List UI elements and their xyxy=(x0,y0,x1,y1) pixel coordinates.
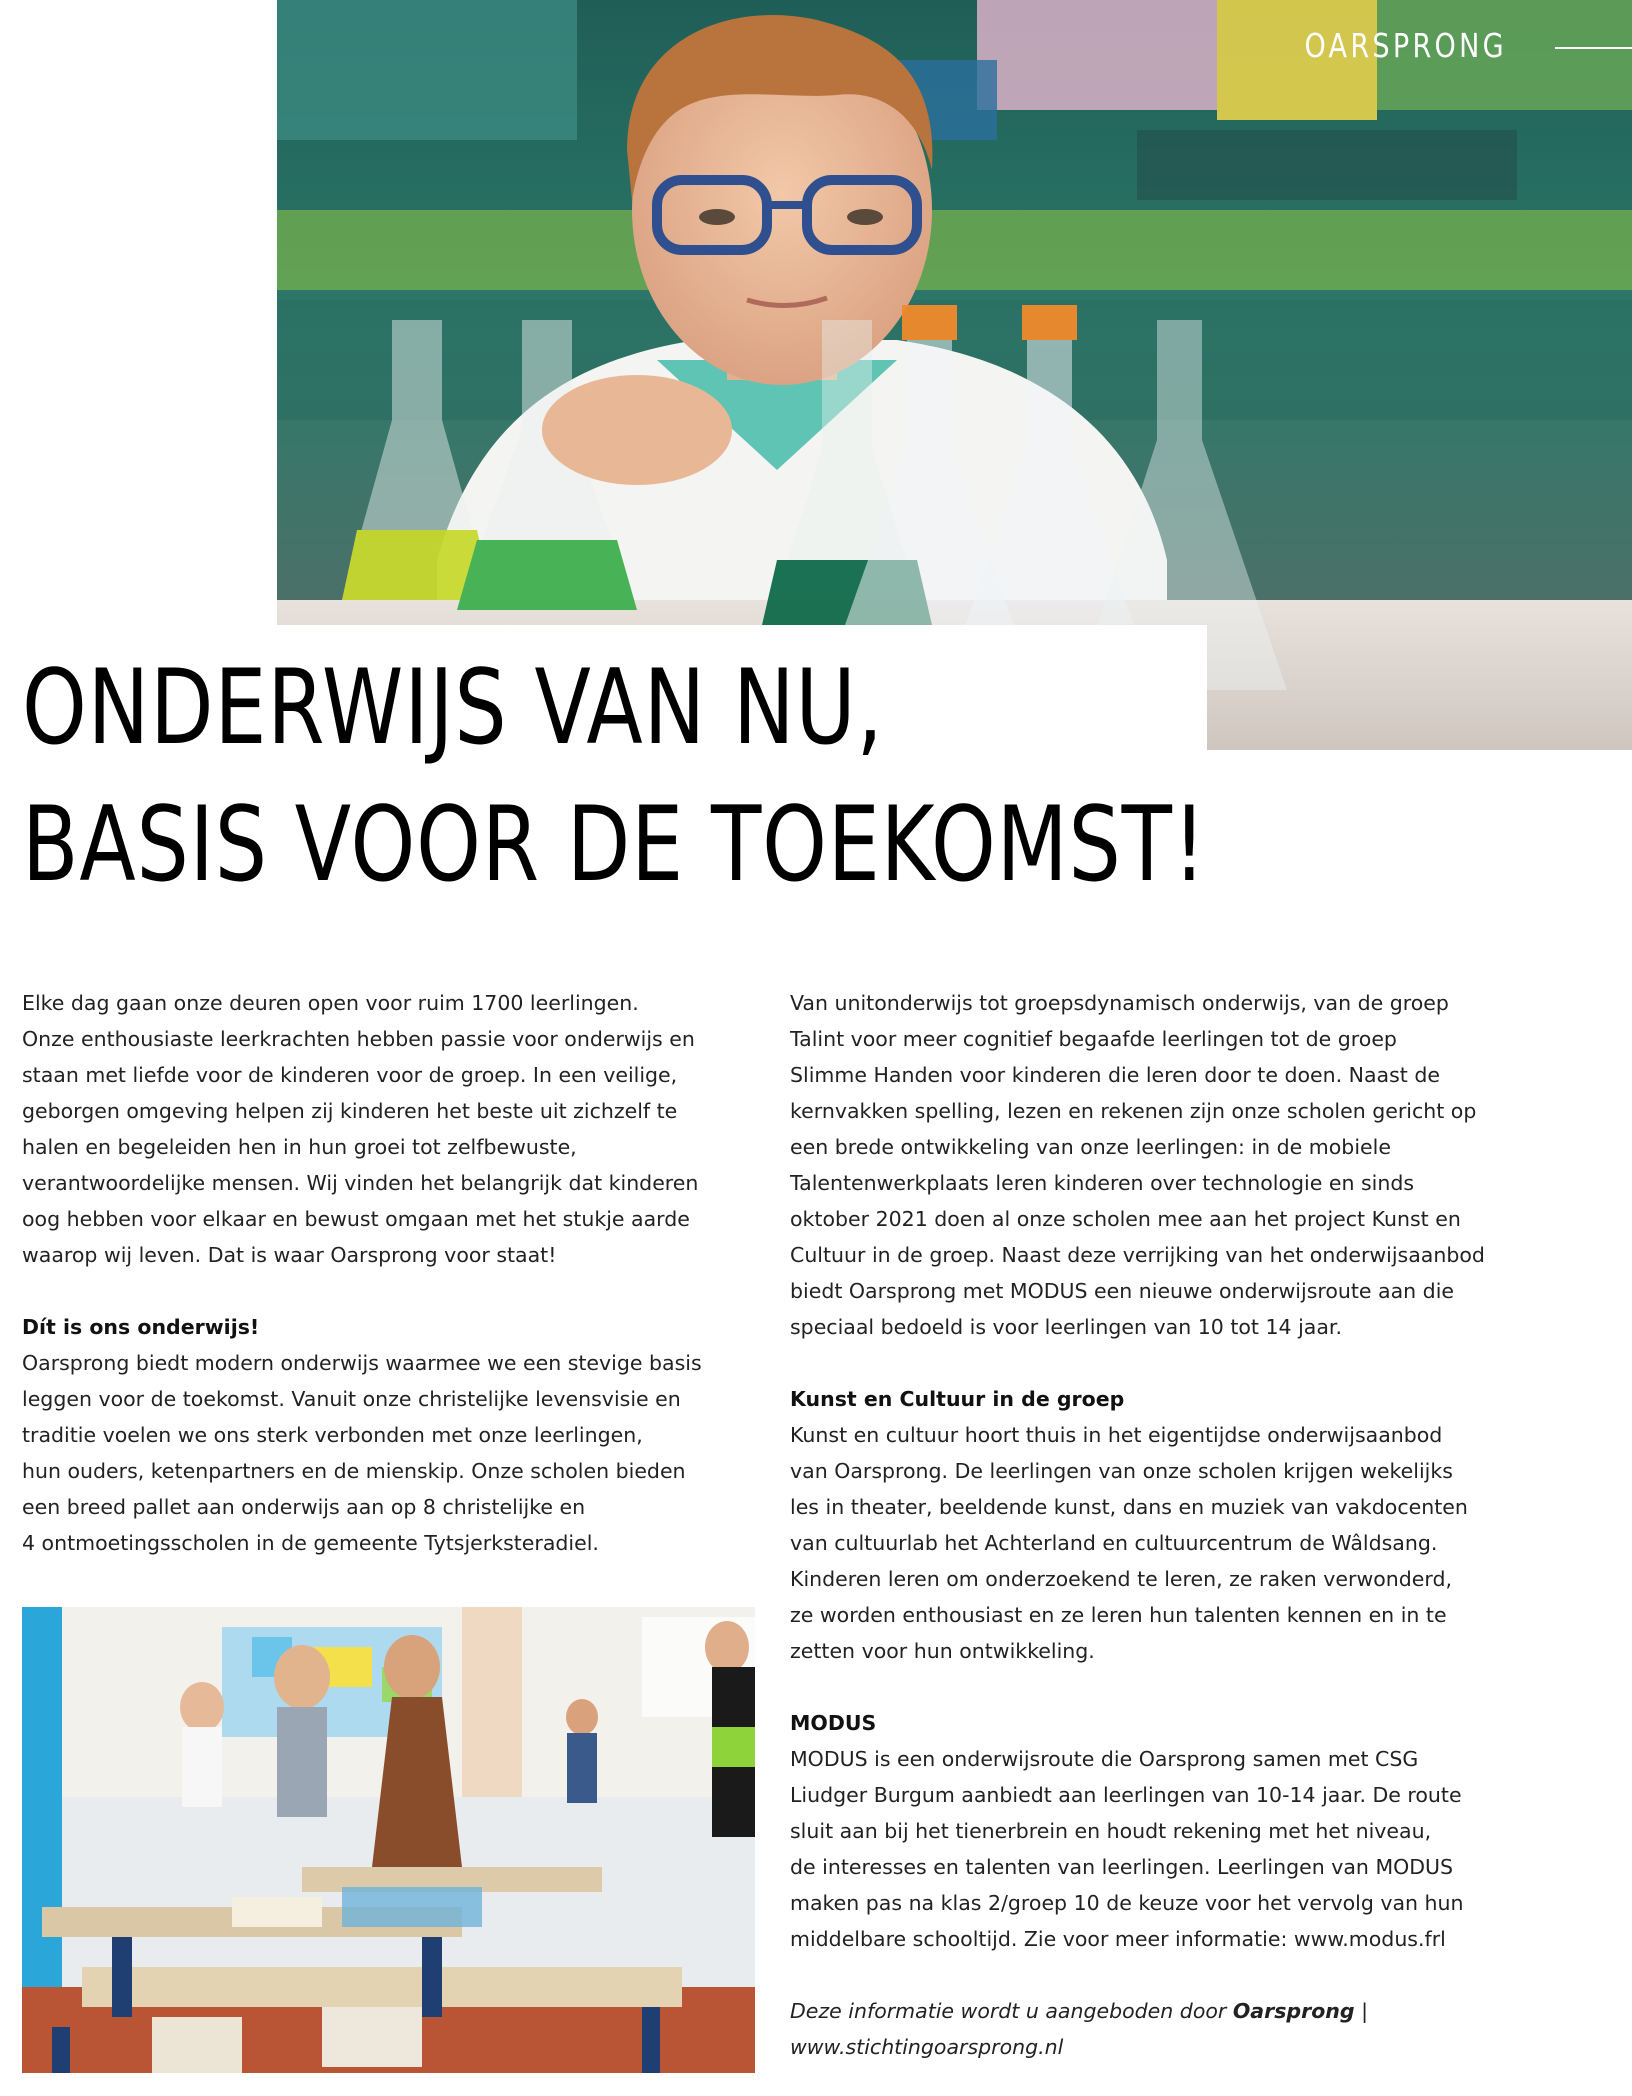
credit-prefix: Deze informatie wordt u aangeboden door xyxy=(790,1999,1233,2023)
onderwijs-paragraph xyxy=(22,1345,762,1561)
section-heading-modus: MODUS xyxy=(790,1711,877,1735)
credit-url-link[interactable]: www.stichtingoarsprong.nl xyxy=(790,2035,1064,2059)
text-line: de interesses en talenten van leerlingen. Leerlingen van MODUS xyxy=(790,1855,1454,1879)
text-line: sluit aan bij het tienerbrein en houdt rekening met het niveau, xyxy=(790,1819,1432,1843)
text-line: oog hebben voor elkaar en bewust omgaan met het stukje aarde xyxy=(22,1207,690,1231)
text-line: Cultuur in de groep. Naast deze verrijking van het onderwijsaanbod xyxy=(790,1243,1485,1267)
text-line: leggen voor de toekomst. Vanuit onze christelijke levensvisie en xyxy=(22,1387,681,1411)
spacer xyxy=(790,1669,1525,1705)
classroom-photo xyxy=(22,1607,755,2073)
section-heading-kunst-cultuur: Kunst en Cultuur in de groep xyxy=(790,1387,1125,1411)
text-line: Talentenwerkplaats leren kinderen over technologie en sinds xyxy=(790,1171,1415,1195)
right-column xyxy=(790,985,1525,2065)
text-line: Kinderen leren om onderzoekend te leren, ze raken verwonderd, xyxy=(790,1567,1452,1591)
text-line: kernvakken spelling, lezen en rekenen zijn onze scholen gericht op xyxy=(790,1099,1477,1123)
brand-divider-line xyxy=(1555,47,1632,49)
credit-line xyxy=(790,1993,1525,2029)
left-column xyxy=(22,985,762,1561)
text-line: middelbare schooltijd. Zie voor meer informatie: www.modus.frl xyxy=(790,1927,1446,1951)
text-line: een breed pallet aan onderwijs aan op 8 christelijke en xyxy=(22,1495,586,1519)
modus-paragraph xyxy=(790,1741,1525,1957)
hero-photo xyxy=(277,0,1632,750)
intro-paragraph xyxy=(22,985,762,1273)
text-line: verantwoordelijke mensen. Wij vinden het belangrijk dat kinderen xyxy=(22,1171,699,1195)
text-line: Liudger Burgum aanbiedt aan leerlingen van 10-14 jaar. De route xyxy=(790,1783,1462,1807)
text-line: oktober 2021 doen al onze scholen mee aan het project Kunst en xyxy=(790,1207,1461,1231)
credit-org: Oarsprong xyxy=(1232,1999,1355,2023)
text-line: Slimme Handen voor kinderen die leren door te doen. Naast de xyxy=(790,1063,1440,1087)
text-line: van Oarsprong. De leerlingen van onze scholen krijgen wekelijks xyxy=(790,1459,1453,1483)
text-line: Kunst en cultuur hoort thuis in het eigentijdse onderwijsaanbod xyxy=(790,1423,1443,1447)
text-line: les in theater, beeldende kunst, dans en muziek van vakdocenten xyxy=(790,1495,1468,1519)
text-line: Van unitonderwijs tot groepsdynamisch onderwijs, van de groep xyxy=(790,991,1449,1015)
spacer xyxy=(790,1957,1525,1993)
text-line: 4 ontmoetingsscholen in de gemeente Tytsjerksteradiel. xyxy=(22,1531,599,1555)
text-line: Elke dag gaan onze deuren open voor ruim 1700 leerlingen. xyxy=(22,991,639,1015)
spacer xyxy=(22,1273,762,1309)
classroom-illustration xyxy=(22,1607,755,2073)
kunst-cultuur-paragraph xyxy=(790,1417,1525,1669)
spacer xyxy=(790,1345,1525,1381)
text-line: geborgen omgeving helpen zij kinderen het beste uit zichzelf te xyxy=(22,1099,678,1123)
text-line: maken pas na klas 2/groep 10 de keuze voor het vervolg van hun xyxy=(790,1891,1464,1915)
text-line: ze worden enthousiast en ze leren hun talenten kennen en in te xyxy=(790,1603,1447,1627)
text-line: Oarsprong biedt modern onderwijs waarmee we een stevige basis xyxy=(22,1351,702,1375)
page-headline xyxy=(22,640,1302,914)
text-line: staan met liefde voor de kinderen voor de groep. In een veilige, xyxy=(22,1063,678,1087)
programs-paragraph xyxy=(790,985,1525,1345)
text-line: MODUS is een onderwijsroute die Oarsprong samen met CSG xyxy=(790,1747,1419,1771)
headline-line-1: ONDERWIJS VAN NU, xyxy=(22,648,884,768)
text-line: speciaal bedoeld is voor leerlingen van 10 tot 14 jaar. xyxy=(790,1315,1342,1339)
text-line: zetten voor hun ontwikkeling. xyxy=(790,1639,1095,1663)
credit-suffix: | xyxy=(1354,1999,1368,2023)
text-line: Talint voor meer cognitief begaafde leerlingen tot de groep xyxy=(790,1027,1397,1051)
section-heading-onderwijs: Dít is ons onderwijs! xyxy=(22,1315,260,1339)
text-line: Onze enthousiaste leerkrachten hebben passie voor onderwijs en xyxy=(22,1027,695,1051)
text-line: hun ouders, ketenpartners en de mienskip. Onze scholen bieden xyxy=(22,1459,686,1483)
text-line: biedt Oarsprong met MODUS een nieuwe onderwijsroute aan die xyxy=(790,1279,1455,1303)
text-line: van cultuurlab het Achterland en cultuurcentrum de Wâldsang. xyxy=(790,1531,1438,1555)
headline-line-2: BASIS VOOR DE TOEKOMST! xyxy=(22,785,1207,905)
text-line: halen en begeleiden hen in hun groei tot zelfbewuste, xyxy=(22,1135,577,1159)
text-line: waarop wij leven. Dat is waar Oarsprong voor staat! xyxy=(22,1243,557,1267)
text-line: traditie voelen we ons sterk verbonden met onze leerlingen, xyxy=(22,1423,643,1447)
text-line: een brede ontwikkeling van onze leerlingen: in de mobiele xyxy=(790,1135,1391,1159)
brand-name: OARSPRONG xyxy=(1304,26,1507,65)
